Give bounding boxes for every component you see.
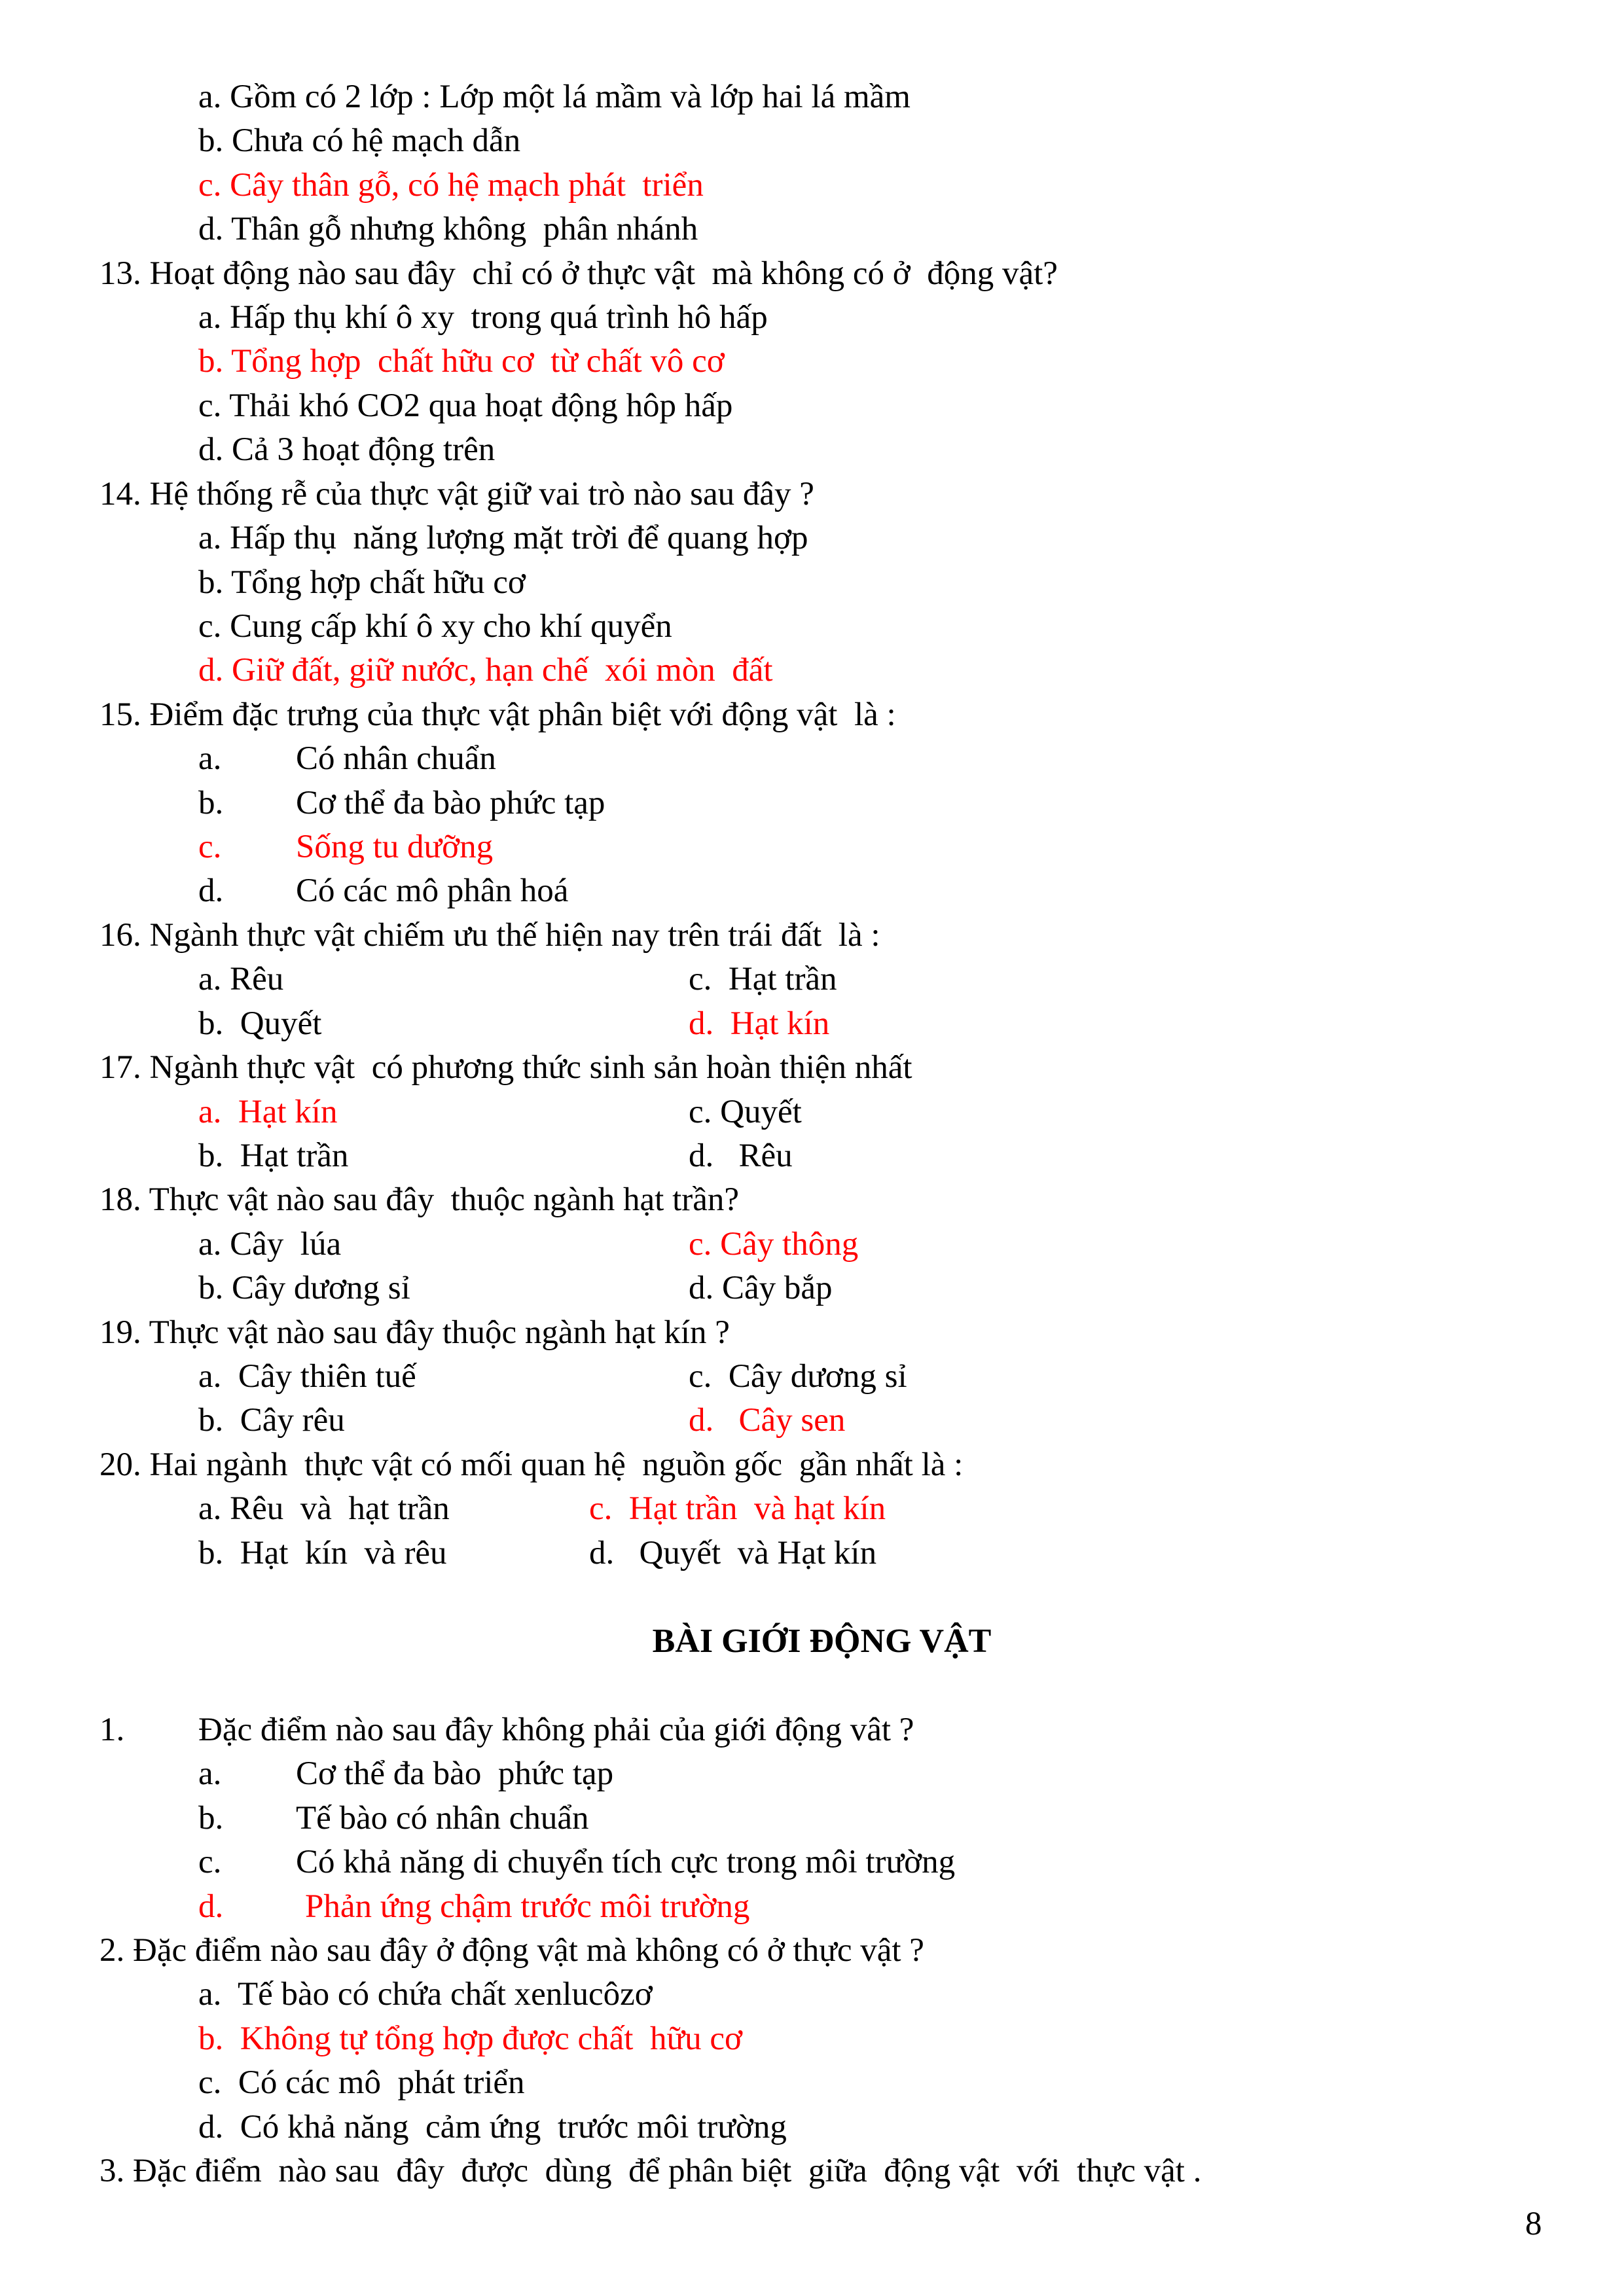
q20-option-d: d. Quyết và Hạt kín [589, 1535, 877, 1571]
s2-option-d: d. Có khả năng cảm ứng trước môi trường [198, 2109, 787, 2145]
question-20: 20. Hai ngành thực vật có mối quan hệ nguồn gốc gần nhất là : [99, 1446, 964, 1483]
q17-option-c: c. Quyết [689, 1094, 802, 1130]
q18-option-c-answer: c. Cây thông [689, 1226, 859, 1263]
s1-question: Đặc điểm nào sau đây không phải của giới động vât ? [198, 1712, 914, 1748]
q16-option-a: a. Rêu [198, 961, 284, 997]
question-14: 14. Hệ thống rễ của thực vật giữ vai trò nào sau đây ? [99, 476, 814, 512]
page-number: 8 [1525, 2206, 1542, 2242]
q15-option-b-letter: b. [198, 785, 224, 821]
s1-option-c-letter: c. [198, 1844, 222, 1880]
q15-option-b: Cơ thể đa bào phức tạp [296, 785, 605, 821]
q15-option-a: Có nhân chuẩn [296, 740, 496, 777]
q17-option-b: b. Hạt trần [198, 1138, 349, 1174]
question-18: 18. Thực vật nào sau đây thuộc ngành hạt trần? [99, 1181, 739, 1218]
s1-option-d-answer: Phản ứng chậm trước môi trường [305, 1888, 750, 1925]
s1-option-b-letter: b. [198, 1800, 224, 1837]
q20-option-c-answer: c. Hạt trần và hạt kín [589, 1490, 886, 1527]
q19-option-b: b. Cây rêu [198, 1402, 345, 1439]
q20-option-b: b. Hạt kín và rêu [198, 1535, 447, 1571]
option-d: d. Thân gỗ nhưng không phân nhánh [198, 211, 698, 247]
s1-option-d-letter: d. [198, 1888, 224, 1925]
q17-option-a-answer: a. Hạt kín [198, 1094, 338, 1130]
q19-option-a: a. Cây thiên tuế [198, 1358, 416, 1395]
question-13: 13. Hoạt động nào sau đây chỉ có ở thực vật mà không có ở động vật? [99, 255, 1058, 292]
q15-option-c-letter: c. [198, 829, 222, 865]
q13-option-d: d. Cả 3 hoạt động trên [198, 431, 496, 468]
s1-option-c: Có khả năng di chuyển tích cực trong môi trường [296, 1844, 956, 1880]
q16-option-d-answer: d. Hạt kín [689, 1005, 830, 1042]
s3-question: 3. Đặc điểm nào sau đây được dùng để phân biệt giữa động vật với thực vật . [99, 2153, 1202, 2189]
q15-option-c-answer: Sống tu dưỡng [296, 829, 494, 865]
q14-option-a: a. Hấp thụ năng lượng mặt trời để quang hợp [198, 520, 808, 556]
question-19: 19. Thực vật nào sau đây thuộc ngành hạt kín ? [99, 1314, 730, 1351]
q13-option-b-answer: b. Tổng hợp chất hữu cơ từ chất vô cơ [198, 343, 725, 380]
s2-option-b-answer: b. Không tự tổng hợp được chất hữu cơ [198, 2020, 742, 2057]
option-a: a. Gồm có 2 lớp : Lớp một lá mầm và lớp hai lá mầm [198, 79, 911, 115]
option-b: b. Chưa có hệ mạch dẫn [198, 122, 521, 159]
q14-option-b: b. Tổng hợp chất hữu cơ [198, 564, 526, 601]
q14-option-c: c. Cung cấp khí ô xy cho khí quyển [198, 608, 672, 645]
s1-number: 1. [99, 1712, 125, 1748]
q18-option-a: a. Cây lúa [198, 1226, 342, 1263]
q15-option-d: Có các mô phân hoá [296, 872, 569, 909]
question-16: 16. Ngành thực vật chiếm ưu thế hiện nay trên trái đất là : [99, 917, 880, 954]
question-15: 15. Điểm đặc trưng của thực vật phân biệt với động vật là : [99, 696, 896, 733]
s2-question: 2. Đặc điểm nào sau đây ở động vật mà không có ở thực vật ? [99, 1932, 924, 1969]
s2-option-a: a. Tế bào có chứa chất xenlucôzơ [198, 1976, 653, 2013]
question-17: 17. Ngành thực vật có phương thức sinh sản hoàn thiện nhất [99, 1049, 912, 1086]
q19-option-d-answer: d. Cây sen [689, 1402, 846, 1439]
option-c-answer: c. Cây thân gỗ, có hệ mạch phát triển [198, 167, 704, 204]
q16-option-b: b. Quyết [198, 1005, 322, 1042]
s1-option-b: Tế bào có nhân chuẩn [296, 1800, 589, 1837]
q18-option-d: d. Cây bắp [689, 1270, 833, 1306]
q17-option-d: d. Rêu [689, 1138, 793, 1174]
q15-option-a-letter: a. [198, 740, 222, 777]
q13-option-c: c. Thải khó CO2 qua hoạt động hôp hấp [198, 387, 733, 424]
q19-option-c: c. Cây dương sỉ [689, 1358, 907, 1395]
q20-option-a: a. Rêu và hạt trần [198, 1490, 450, 1527]
q14-option-d-answer: d. Giữ đất, giữ nước, hạn chế xói mòn đất [198, 652, 773, 689]
s2-option-c: c. Có các mô phát triển [198, 2064, 525, 2101]
section-title: BÀI GIỚI ĐỘNG VẬT [652, 1623, 992, 1660]
s1-option-a-letter: a. [198, 1755, 222, 1792]
q15-option-d-letter: d. [198, 872, 224, 909]
q16-option-c: c. Hạt trần [689, 961, 837, 997]
q18-option-b: b. Cây dương sỉ [198, 1270, 410, 1306]
s1-option-a: Cơ thể đa bào phức tạp [296, 1755, 614, 1792]
q13-option-a: a. Hấp thụ khí ô xy trong quá trình hô hấp [198, 299, 768, 336]
